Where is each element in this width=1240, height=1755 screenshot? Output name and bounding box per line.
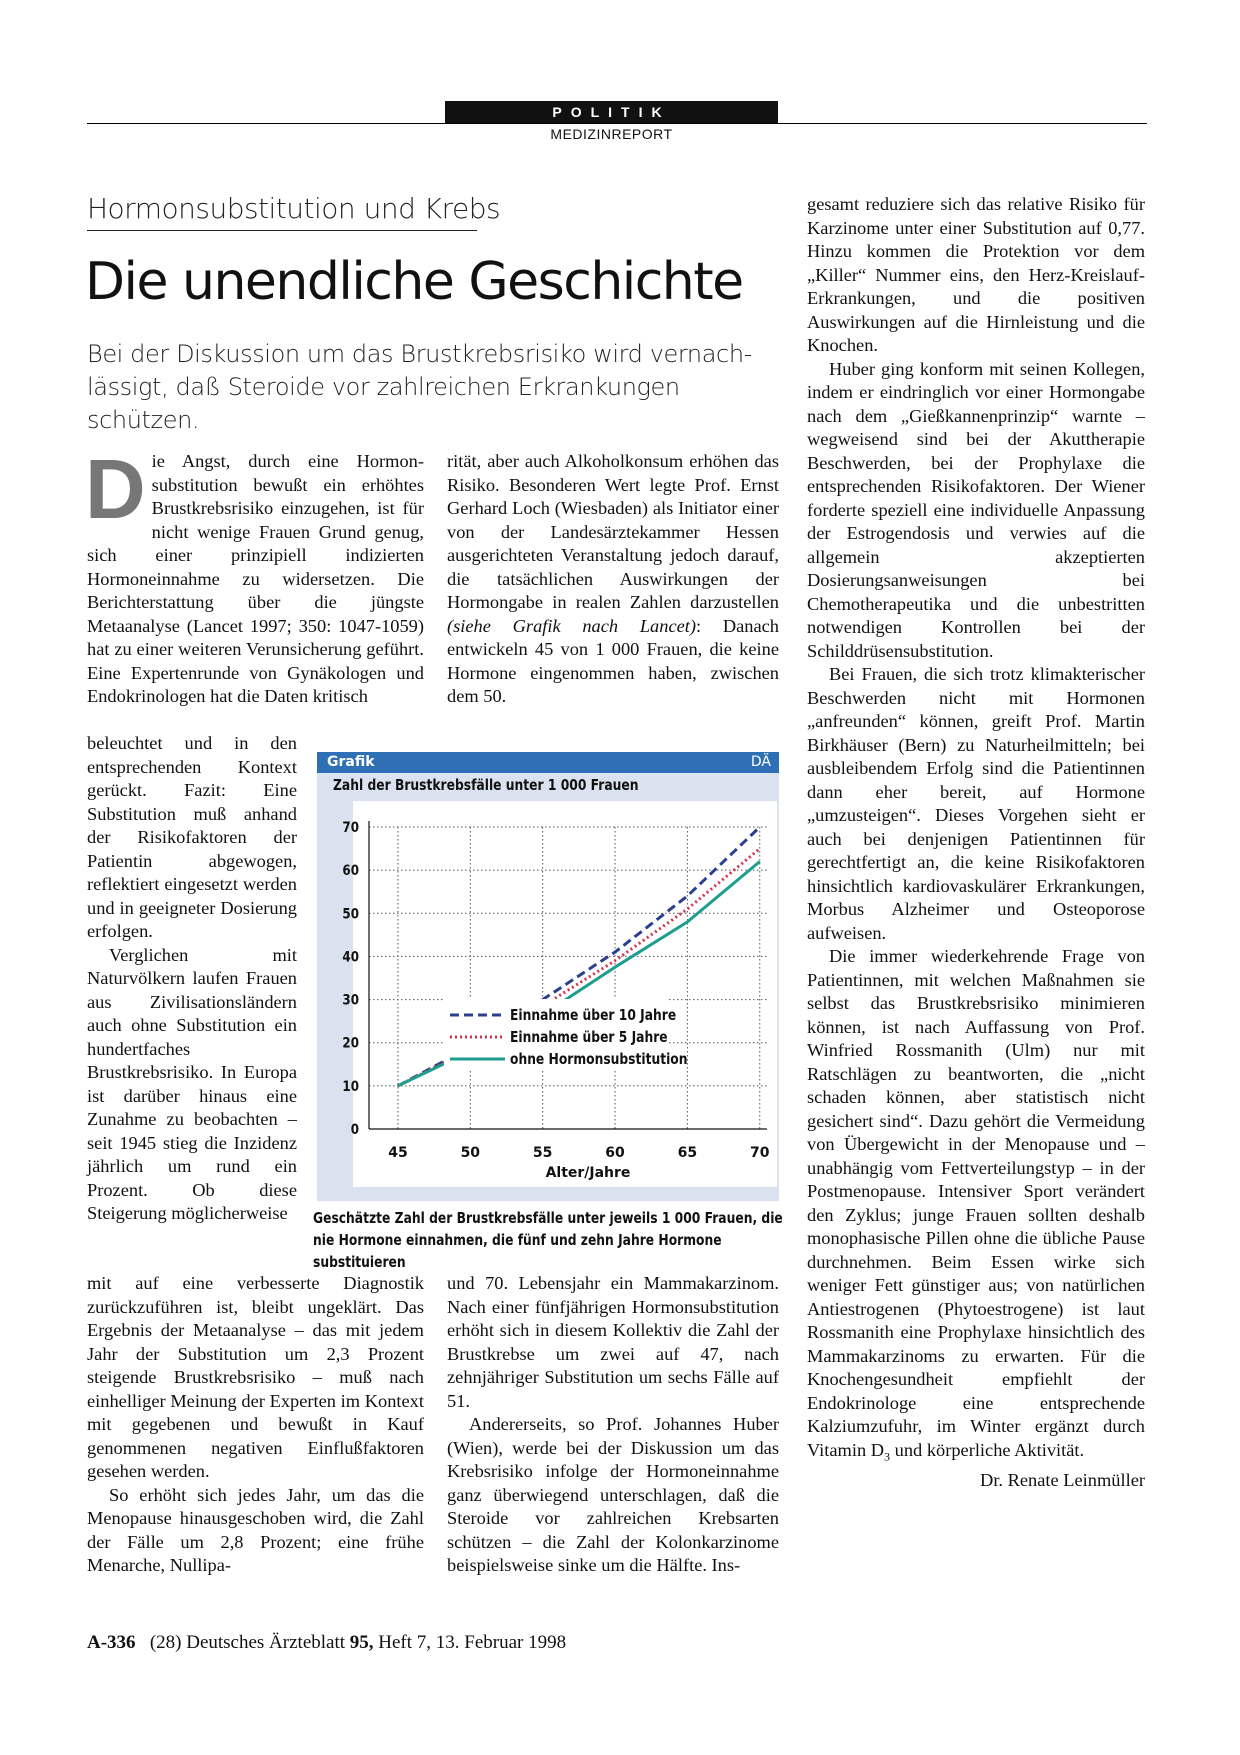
figure-reference: (siehe Grafik nach Lancet): [447, 615, 696, 636]
legend-label: Einnahme über 10 Jahre: [510, 1006, 677, 1025]
drop-cap: D: [85, 442, 146, 536]
y-tick-label: 30: [342, 992, 359, 1009]
paragraph: ie Angst, durch eine Hormonsubstitution bewußt ein erhöhtes Brustkrebsrisiko einzugehen, ist für nicht wenige Frauen Grund genug, sich einer prinzipiell indizierten Hormoneinnahme zu widersetzen. Die Berichterstattung über die jüngste Metaanalyse (Lancet 1997; 350: 1047-1059) hat zu einer weiteren Verunsicherung geführt. Eine Expertenrunde von Gynäkologen und Endokrinologen hat die Daten kritisch: [87, 451, 424, 706]
subsection-label: MEDIZINREPORT: [550, 126, 673, 142]
page-footer: A-336 (28) Deutsches Ärzteblatt 95, Heft 7, 13. Februar 1998: [87, 1632, 567, 1653]
graphic-header: [317, 752, 779, 773]
line-chart: [317, 773, 779, 1201]
paragraph: rität, aber auch Alkoholkonsum erhöhen das Risiko. Besonderen Wert legte Prof. Ernst Gerhard Loch (Wiesbaden) als Initiator einer von der Landesärztekammer Hessen ausgerichteten Veranstaltung jedoch darauf, die tatsächlichen Auswirkungen der Hormongabe in realen Zahlen darzustellen (siehe Grafik nach Lancet): Danach entwickeln 45 von 1 000 Frauen, die keine Hormone eingenommen haben, zwischen dem 50.: [447, 451, 779, 706]
y-tick-label: 60: [342, 863, 359, 880]
paragraph: beleuchtet und in den entsprechenden Kontext gerückt. Fazit: Eine Substitution muß anhand der Risikofaktoren der Patientin abgewogen, reflektiert eingesetzt werden und in geeigneter Dosierung erfolgen.: [87, 733, 297, 941]
legend-label: Einnahme über 5 Jahre: [510, 1028, 668, 1047]
x-tick-label: 55: [532, 1145, 553, 1161]
x-tick-label: 50: [460, 1145, 481, 1161]
y-tick-label: 0: [350, 1122, 359, 1139]
section-label: POLITIK: [445, 101, 778, 123]
article-kicker: Hormonsubstitution und Krebs: [87, 192, 501, 225]
column-1-beside-chart: [87, 732, 297, 1226]
header-rule: [87, 123, 1147, 124]
graphic-source-tag: DÄ: [750, 754, 771, 770]
page-number: A-336: [87, 1632, 136, 1653]
graphic-caption: Geschätzte Zahl der Brustkrebsfälle unter jeweils 1 000 Frauen, die nie Hormone einnahmen, die fünf und zehn Jahre Hormone substituieren: [313, 1209, 783, 1271]
paragraph: Die immer wiederkehrende Frage von Patientinnen, mit welchen Maßnahmen sie selbst das Brustkrebsrisiko minimieren können, ist nach Auffassung von Prof. Winfried Rossmanith (Ulm) nur mit Ratschlägen zu beantworten, die „nicht schaden können, aber statistisch nicht gesichert sind“. Dazu gehört die Vermeidung von Übergewicht in der Menopause und – unabhängig vom Fettverteilungstyp – in der Postmenopause. Intensiver Sport verändert den Zyklus; junge Frauen sollten deshalb monophasische Pillen ohne die übliche Pause durchnehmen. Beim Essen wirke sich weniger Fett günstiger aus; von natürlichen Antiestrogenen (Phytoestrogene) ist laut Rossmanith eine Prophylaxe hinsichtlich des Mammakarzinoms zu erwarten. Für die Knochengesundheit empfiehlt der Endokrinologe eine entsprechende Kalziumzufuhr, im Winter ergänzt durch Vitamin $D_3$ und körperliche Aktivität. Dr. Renate Leinmüller: [807, 945, 1145, 1469]
chart-title: Zahl der Brustkrebsfälle unter 1 000 Frauen: [333, 776, 639, 794]
column-1-top: [85, 442, 424, 709]
column-1-bottom: [87, 1272, 424, 1578]
kicker-rule: [87, 230, 477, 231]
column-2-top: [447, 450, 779, 709]
x-tick-label: 65: [677, 1145, 698, 1161]
article-lead: Bei der Diskussion um das Brustkrebsrisiko wird vernach- lässigt, daß Steroide vor zahlreichen Erkrankungen schützen.: [87, 340, 752, 434]
y-tick-label: 70: [342, 820, 359, 837]
paragraph: Verglichen mit Naturvölkern laufen Frauen aus Zivilisationsländern auch ohne Substitution ein hundertfaches Brustkrebsrisiko. In Europa ist darüber hinaus eine Zunahme zu beobachten – seit 1945 stieg die Inzidenz jährlich um rund ein Prozent. Ob diese Steigerung möglicherweise: [87, 944, 297, 1223]
article-headline: Die unendliche Geschichte: [85, 252, 743, 312]
x-axis-label: Alter/Jahre: [545, 1165, 631, 1181]
y-tick-label: 50: [342, 906, 359, 923]
legend-label: ohne Hormonsubstitution: [510, 1050, 688, 1069]
paragraph: gesamt reduziere sich das relative Risiko für Karzinome unter einer Substitution auf 0,77. Hinzu kommen die Protektion vor dem „Killer“ Nummer eins, den Herz-Kreislauf-Erkrankungen, und die positiven Auswirkungen auf die Hirnleistung und die Knochen.: [807, 194, 1145, 355]
paragraph: So erhöht sich jedes Jahr, um das die Menopause hinausgeschoben wird, die Zahl der Fälle um 2,8 Prozent; eine frühe Menarche, Nullipa-: [87, 1484, 424, 1575]
y-tick-label: 20: [342, 1035, 359, 1053]
x-tick-label: 60: [605, 1145, 625, 1161]
paragraph: und 70. Lebensjahr ein Mammakarzinom. Nach einer fünfjährigen Hormonsubstitution erhöht sich in diesem Kollektiv die Zahl der Brustkrebse um zwei auf 47, nach zehnjähriger Substitution um sechs Fälle auf 51.: [447, 1273, 779, 1411]
author: Dr. Renate Leinmüller: [980, 1469, 1145, 1490]
x-tick-label: 70: [750, 1145, 770, 1161]
column-2-bottom: [447, 1272, 779, 1578]
y-tick-label: 40: [342, 949, 359, 966]
paragraph: Bei Frauen, die sich trotz klimakterischer Beschwerden nicht mit Hormonen „anfreunden“ können, greift Prof. Martin Birkhäuser (Bern) zu Naturheilmitteln; bei ausbleibendem Erfolg sind die Patientinnen dann eher bereit, auf Hormone „umzusteigen“. Dieses Vorgehen sieht er auch bei denjenigen Patientinnen für gerechtfertigt an, die keine Risikofaktoren hinsichtlich kardiovaskulärer Erkrankungen, Morbus Alzheimer und Osteoporose aufweisen.: [807, 664, 1145, 943]
x-tick-label: 45: [388, 1145, 408, 1161]
paragraph: Andererseits, so Prof. Johannes Huber (Wien), werde bei der Diskussion um das Krebsrisiko infolge der Hormoneinnahme ganz überwiegend unterschlagen, daß die Steroide vor zahlreichen Krebsarten schützen – die Zahl der Kolonkarzinome beispielsweise sinke um die Hälfte. Ins-: [447, 1414, 779, 1575]
paragraph: mit auf eine verbesserte Diagnostik zurückzuführen ist, bleibt ungeklärt. Das Ergebnis der Metaanalyse – das mit jedem Jahr der Substitution um 2,3 Prozent steigende Brustkrebsrisiko – muß nach einhelliger Meinung der Experten im Kontext mit gegebenen und bewußt in Kauf genommenen negativen Einflußfaktoren gesehen werden.: [87, 1273, 424, 1481]
paragraph: Huber ging konform mit seinen Kollegen, indem er eindringlich vor einer Hormongabe nach dem „Gießkannenprinzip“ warnte – wegweisend sind bei der Akuttherapie Beschwerden, bei der Prophylaxe die entsprechenden Risikofaktoren. Der Wiener forderte speziell eine individuelle Anpassung der Estrogendosis und verwies auf die allgemein akzeptierten Dosierungsanweisungen bei Chemotherapeutika und die unbestritten notwendigen Kontrollen bei der Schilddrüsensubstitution.: [807, 358, 1145, 661]
column-3: [807, 193, 1145, 1492]
y-tick-label: 10: [342, 1079, 359, 1096]
graphic-label: Grafik: [327, 754, 375, 770]
